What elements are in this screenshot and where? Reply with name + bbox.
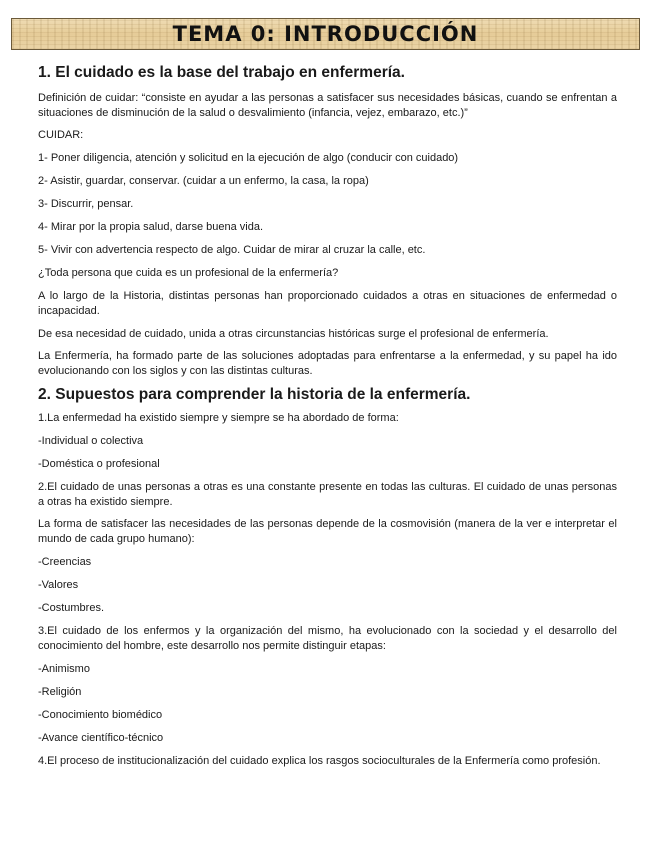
cuidar-label: CUIDAR: [38, 129, 84, 141]
list-item: -Individual o colectiva [38, 435, 144, 447]
paragraph: De esa necesidad de cuidado, unida a otras circunstancias históricas surge el profesional de enfermería. [38, 328, 549, 340]
section-2-heading: 2. Supuestos para comprender la historia de la enfermería. [38, 386, 471, 403]
paragraph: La Enfermería, ha formado parte de las soluciones adoptadas para enfrentarse a la enfermedad, y su papel ha ido evolucionando con los siglos y con las distintas culturas. [38, 350, 617, 377]
list-item: 3- Discurrir, pensar. [38, 198, 134, 210]
list-item: -Religión [38, 686, 82, 698]
list-item: -Animismo [38, 663, 90, 675]
list-item: -Conocimiento biomédico [38, 709, 163, 721]
list-item: -Costumbres. [38, 602, 105, 614]
title-banner [11, 18, 640, 50]
list-item: 4- Mirar por la propia salud, darse buena vida. [38, 221, 264, 233]
paragraph: A lo largo de la Historia, distintas personas han proporcionado cuidados a otras en situaciones de enfermedad o incapacidad. [38, 290, 617, 317]
section-1-heading: 1. El cuidado es la base del trabajo en enfermería. [38, 64, 405, 81]
list-item: 1- Poner diligencia, atención y solicitud en la ejecución de algo (conducir con cuidado) [38, 152, 459, 164]
list-item: -Avance científico-técnico [38, 732, 164, 744]
paragraph: La forma de satisfacer las necesidades de las personas depende de la cosmovisión (manera de la ver e interpretar el mundo de cada grupo humano): [38, 518, 617, 545]
list-item: -Creencias [38, 556, 92, 568]
list-item: -Doméstica o profesional [38, 458, 160, 470]
definition-paragraph: Definición de cuidar: “consiste en ayudar a las personas a satisfacer sus necesidades básicas, cuando se enfrentan a situaciones de disminución de la salud o desvalimiento (infancia, vejez, embarazo, etc.)” [38, 92, 617, 119]
document-body [38, 60, 617, 769]
paragraph: 2.El cuidado de unas personas a otras es una constante presente en todas las culturas. El cuidado de unas personas a otras ha existido siempre. [38, 481, 617, 508]
page-title: TEMA 0: INTRODUCCIÓN [172, 22, 479, 46]
paragraph: 4.El proceso de institucionalización del cuidado explica los rasgos socioculturales de la Enfermería como profesión. [38, 755, 601, 767]
list-item: 2- Asistir, guardar, conservar. (cuidar a un enfermo, la casa, la ropa) [38, 175, 369, 187]
question-paragraph: ¿Toda persona que cuida es un profesional de la enfermería? [38, 267, 339, 279]
paragraph: 1.La enfermedad ha existido siempre y siempre se ha abordado de forma: [38, 412, 399, 424]
list-item: -Valores [38, 579, 79, 591]
paragraph: 3.El cuidado de los enfermos y la organización del mismo, ha evolucionado con la sociedad y el desarrollo del conocimiento del hombre, este desarrollo nos permite distinguir etapas: [38, 625, 617, 652]
list-item: 5- Vivir con advertencia respecto de algo. Cuidar de mirar al cruzar la calle, etc. [38, 244, 426, 256]
